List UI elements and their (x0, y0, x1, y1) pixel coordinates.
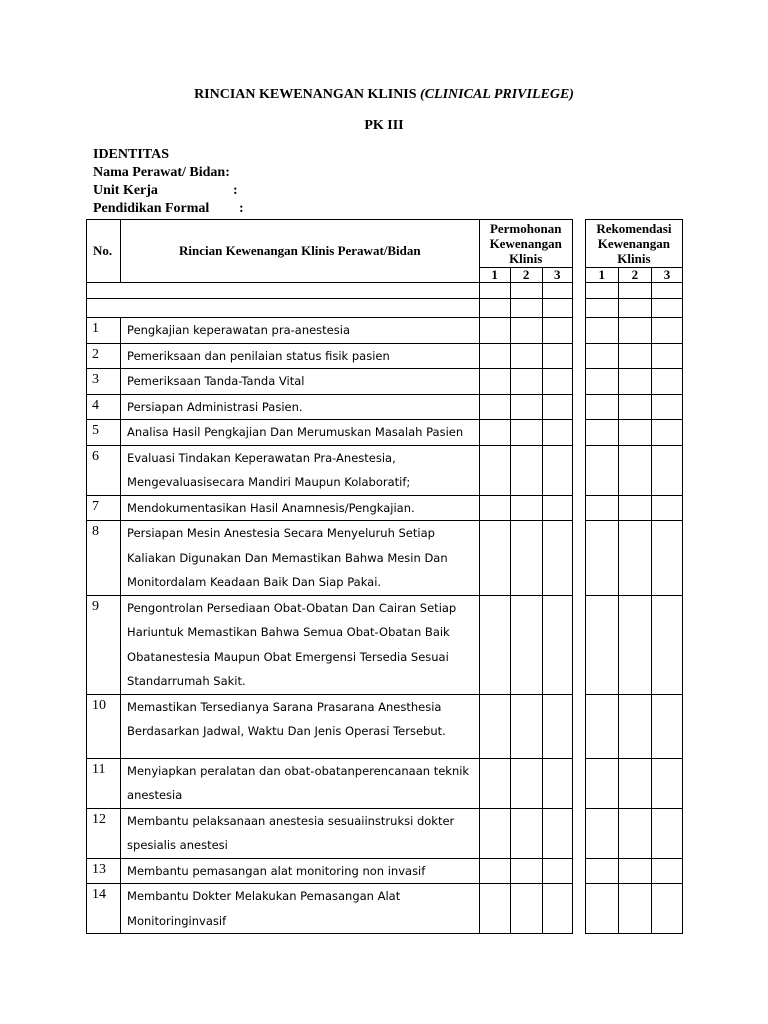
table-row (87, 394, 683, 420)
item-number: 7 (87, 495, 121, 521)
column-separator (572, 884, 585, 934)
blank-cell (618, 299, 651, 318)
rekomendasi-2-cell[interactable] (618, 420, 651, 446)
blank-cell (87, 283, 480, 299)
column-separator (572, 318, 585, 344)
identitas-heading: IDENTITAS (93, 147, 169, 162)
item-description: Analisa Hasil Pengkajian Dan Merumuskan Masalah Pasien (121, 420, 480, 446)
blank-cell (542, 283, 572, 299)
permohonan-1-cell[interactable] (479, 858, 510, 884)
item-description: Menyiapkan peralatan dan obat-obatanperencanaan teknik anestesia (121, 758, 480, 808)
permohonan-2-cell[interactable] (510, 343, 542, 369)
table-row (87, 495, 683, 521)
document-title (0, 87, 768, 103)
rekomendasi-2-cell[interactable] (618, 694, 651, 758)
permohonan-1-cell[interactable] (479, 495, 510, 521)
permohonan-3-cell[interactable] (542, 394, 572, 420)
table-row (87, 694, 683, 758)
column-separator (572, 220, 585, 283)
unit-kerja-colon: : (233, 183, 238, 198)
item-description: Pemeriksaan dan penilaian status fisik pasien (121, 343, 480, 369)
permohonan-2-cell[interactable] (510, 694, 542, 758)
unit-kerja-row (93, 182, 244, 200)
rekomendasi-level-2: 2 (618, 268, 651, 283)
column-separator (572, 343, 585, 369)
column-separator (572, 420, 585, 446)
blank-cell (585, 283, 618, 299)
column-separator (572, 595, 585, 694)
permohonan-3-cell[interactable] (542, 858, 572, 884)
document-subtitle: PK III (364, 118, 404, 133)
rekomendasi-3-cell[interactable] (651, 394, 682, 420)
item-number: 2 (87, 343, 121, 369)
column-separator (572, 283, 585, 299)
rekomendasi-2-cell[interactable] (618, 858, 651, 884)
table-row (87, 521, 683, 596)
rekomendasi-1-cell[interactable] (585, 521, 618, 596)
permohonan-1-cell[interactable] (479, 420, 510, 446)
table-row (87, 595, 683, 694)
permohonan-2-cell[interactable] (510, 758, 542, 808)
permohonan-3-cell[interactable] (542, 369, 572, 395)
column-separator (572, 521, 585, 596)
rekomendasi-3-cell[interactable] (651, 495, 682, 521)
permohonan-1-cell[interactable] (479, 318, 510, 344)
rekomendasi-level-3: 3 (651, 268, 682, 283)
rekomendasi-2-cell[interactable] (618, 521, 651, 596)
rekomendasi-1-cell[interactable] (585, 595, 618, 694)
permohonan-1-cell[interactable] (479, 343, 510, 369)
permohonan-2-cell[interactable] (510, 858, 542, 884)
column-header-rincian: Rincian Kewenangan Klinis Perawat/Bidan (121, 220, 480, 283)
item-number: 6 (87, 445, 121, 495)
rekomendasi-1-cell[interactable] (585, 694, 618, 758)
table-row (87, 420, 683, 446)
rekomendasi-3-cell[interactable] (651, 694, 682, 758)
column-separator (572, 694, 585, 758)
rekomendasi-1-cell[interactable] (585, 858, 618, 884)
permohonan-2-cell[interactable] (510, 318, 542, 344)
rekomendasi-2-cell[interactable] (618, 369, 651, 395)
item-number: 8 (87, 521, 121, 596)
rekomendasi-1-cell[interactable] (585, 758, 618, 808)
permohonan-1-cell[interactable] (479, 445, 510, 495)
nama-label: Nama Perawat/ Bidan: (93, 165, 230, 180)
title-italic: (CLINICAL PRIVILEGE) (420, 87, 574, 102)
item-number: 12 (87, 808, 121, 858)
permohonan-2-cell[interactable] (510, 369, 542, 395)
rekomendasi-3-cell[interactable] (651, 758, 682, 808)
permohonan-2-cell[interactable] (510, 420, 542, 446)
item-description: Membantu pemasangan alat monitoring non invasif (121, 858, 480, 884)
permohonan-2-cell[interactable] (510, 595, 542, 694)
rekomendasi-1-cell[interactable] (585, 420, 618, 446)
rekomendasi-1-cell[interactable] (585, 808, 618, 858)
column-separator (572, 369, 585, 395)
permohonan-level-2: 2 (510, 268, 542, 283)
blank-cell (479, 299, 510, 318)
table-row (87, 884, 683, 934)
table-row (87, 445, 683, 495)
rekomendasi-3-cell[interactable] (651, 369, 682, 395)
permohonan-1-cell[interactable] (479, 595, 510, 694)
permohonan-1-cell[interactable] (479, 884, 510, 934)
pendidikan-colon: : (239, 201, 244, 216)
blank-cell (510, 299, 542, 318)
blank-row (87, 283, 683, 299)
permohonan-3-cell[interactable] (542, 521, 572, 596)
permohonan-3-cell[interactable] (542, 595, 572, 694)
permohonan-1-cell[interactable] (479, 369, 510, 395)
item-description: Evaluasi Tindakan Keperawatan Pra-Anestesia, Mengevaluasisecara Mandiri Maupun Kolaboratif; (121, 445, 480, 495)
pendidikan-row (93, 200, 244, 218)
rekomendasi-2-cell[interactable] (618, 884, 651, 934)
blank-cell (542, 299, 572, 318)
rekomendasi-1-cell[interactable] (585, 495, 618, 521)
table-row (87, 369, 683, 395)
table-row (87, 318, 683, 344)
item-description: Membantu pelaksanaan anestesia sesuaiinstruksi dokter spesialis anestesi (121, 808, 480, 858)
rekomendasi-1-cell[interactable] (585, 394, 618, 420)
rekomendasi-1-cell[interactable] (585, 369, 618, 395)
pendidikan-label: Pendidikan Formal (93, 201, 210, 216)
rekomendasi-2-cell[interactable] (618, 343, 651, 369)
permohonan-3-cell[interactable] (542, 318, 572, 344)
item-description: Persiapan Administrasi Pasien. (121, 394, 480, 420)
rekomendasi-3-cell[interactable] (651, 808, 682, 858)
rekomendasi-2-cell[interactable] (618, 394, 651, 420)
blank-cell (651, 299, 682, 318)
rekomendasi-1-cell[interactable] (585, 445, 618, 495)
blank-cell (87, 299, 480, 318)
item-number: 9 (87, 595, 121, 694)
permohonan-2-cell[interactable] (510, 445, 542, 495)
rekomendasi-3-cell[interactable] (651, 343, 682, 369)
item-number: 4 (87, 394, 121, 420)
rekomendasi-3-cell[interactable] (651, 445, 682, 495)
blank-cell (479, 283, 510, 299)
rekomendasi-1-cell[interactable] (585, 884, 618, 934)
rekomendasi-3-cell[interactable] (651, 318, 682, 344)
permohonan-1-cell[interactable] (479, 521, 510, 596)
rekomendasi-2-cell[interactable] (618, 445, 651, 495)
rekomendasi-level-1: 1 (585, 268, 618, 283)
item-number: 14 (87, 884, 121, 934)
permohonan-1-cell[interactable] (479, 808, 510, 858)
rekomendasi-2-cell[interactable] (618, 318, 651, 344)
permohonan-3-cell[interactable] (542, 343, 572, 369)
rekomendasi-3-cell[interactable] (651, 420, 682, 446)
column-separator (572, 394, 585, 420)
item-description: Pengontrolan Persediaan Obat-Obatan Dan Cairan Setiap Hariuntuk Memastikan Bahwa Semua Obat-Obatan Baik Obatanestesia Maupun Obat Emergensi Tersedia Sesuai Standarrumah Sakit. (121, 595, 480, 694)
blank-row (87, 299, 683, 318)
blank-cell (510, 283, 542, 299)
rekomendasi-2-cell[interactable] (618, 758, 651, 808)
table-row (87, 343, 683, 369)
group-header-rekomendasi: Rekomendasi Kewenangan Klinis (585, 220, 682, 268)
column-separator (572, 445, 585, 495)
rekomendasi-3-cell[interactable] (651, 595, 682, 694)
permohonan-2-cell[interactable] (510, 808, 542, 858)
column-separator (572, 299, 585, 318)
permohonan-3-cell[interactable] (542, 694, 572, 758)
permohonan-1-cell[interactable] (479, 758, 510, 808)
rekomendasi-1-cell[interactable] (585, 318, 618, 344)
rekomendasi-1-cell[interactable] (585, 343, 618, 369)
item-description: Pengkajian keperawatan pra-anestesia (121, 318, 480, 344)
table-row (87, 758, 683, 808)
item-number: 5 (87, 420, 121, 446)
unit-kerja-label: Unit Kerja (93, 183, 158, 198)
blank-cell (651, 283, 682, 299)
group-header-permohonan: Permohonan Kewenangan Klinis (479, 220, 572, 268)
rekomendasi-3-cell[interactable] (651, 858, 682, 884)
column-header-no: No. (87, 220, 121, 283)
blank-cell (585, 299, 618, 318)
column-separator (572, 758, 585, 808)
permohonan-3-cell[interactable] (542, 445, 572, 495)
permohonan-2-cell[interactable] (510, 521, 542, 596)
permohonan-1-cell[interactable] (479, 394, 510, 420)
blank-cell (618, 283, 651, 299)
permohonan-2-cell[interactable] (510, 394, 542, 420)
item-description: Memastikan Tersedianya Sarana Prasarana Anesthesia Berdasarkan Jadwal, Waktu Dan Jenis Operasi Tersebut. (121, 694, 480, 758)
item-number: 11 (87, 758, 121, 808)
privilege-table (86, 219, 683, 934)
column-separator (572, 808, 585, 858)
permohonan-2-cell[interactable] (510, 884, 542, 934)
permohonan-level-1: 1 (479, 268, 510, 283)
permohonan-3-cell[interactable] (542, 758, 572, 808)
rekomendasi-2-cell[interactable] (618, 595, 651, 694)
title-main: RINCIAN KEWENANGAN KLINIS (194, 87, 421, 102)
item-description: Membantu Dokter Melakukan Pemasangan Alat Monitoringinvasif (121, 884, 480, 934)
permohonan-3-cell[interactable] (542, 808, 572, 858)
item-number: 13 (87, 858, 121, 884)
identitas-section (93, 146, 244, 218)
rekomendasi-3-cell[interactable] (651, 884, 682, 934)
item-number: 10 (87, 694, 121, 758)
column-separator (572, 858, 585, 884)
rekomendasi-3-cell[interactable] (651, 521, 682, 596)
column-separator (572, 495, 585, 521)
permohonan-1-cell[interactable] (479, 694, 510, 758)
item-description: Persiapan Mesin Anestesia Secara Menyeluruh Setiap Kaliakan Digunakan Dan Memastikan Bahwa Mesin Dan Monitordalam Keadaan Baik Dan Siap Pakai. (121, 521, 480, 596)
table-row (87, 808, 683, 858)
permohonan-3-cell[interactable] (542, 420, 572, 446)
item-number: 3 (87, 369, 121, 395)
permohonan-3-cell[interactable] (542, 495, 572, 521)
rekomendasi-2-cell[interactable] (618, 495, 651, 521)
rekomendasi-2-cell[interactable] (618, 808, 651, 858)
table-row (87, 858, 683, 884)
permohonan-2-cell[interactable] (510, 495, 542, 521)
permohonan-level-3: 3 (542, 268, 572, 283)
item-number: 1 (87, 318, 121, 344)
permohonan-3-cell[interactable] (542, 884, 572, 934)
item-description: Pemeriksaan Tanda-Tanda Vital (121, 369, 480, 395)
item-description: Mendokumentasikan Hasil Anamnesis/Pengkajian. (121, 495, 480, 521)
